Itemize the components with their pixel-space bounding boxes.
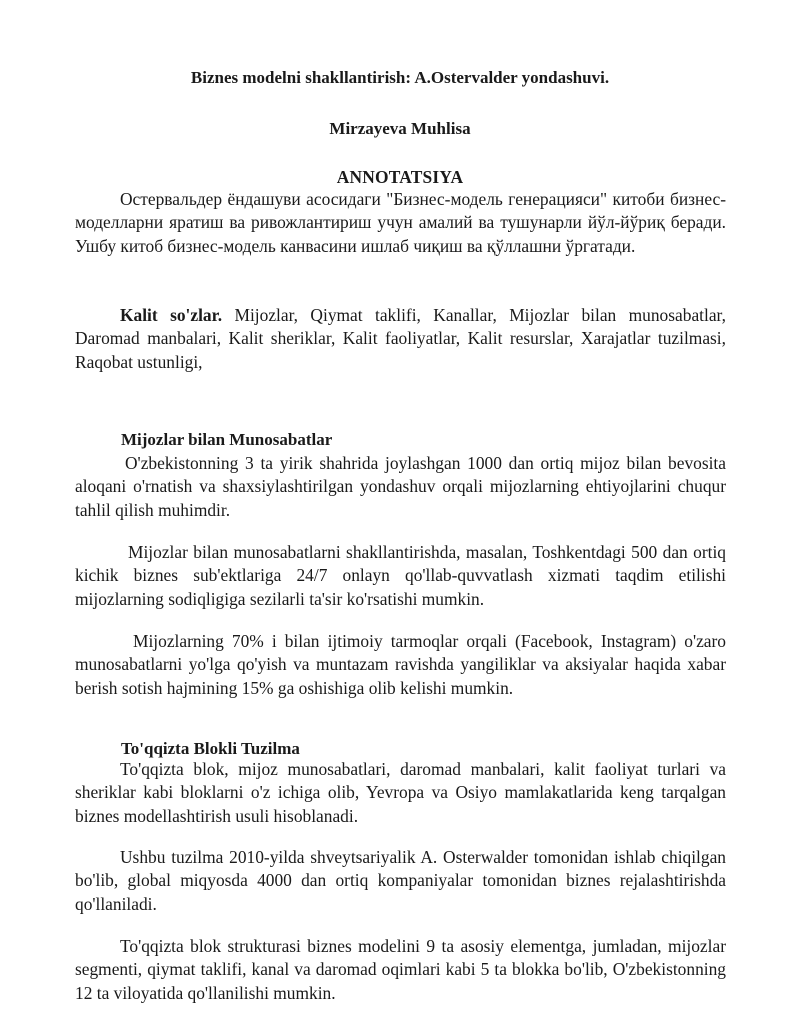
- section1-paragraph-1: O'zbekistonning 3 ta yirik shahrida joylashgan 1000 dan ortiq mijoz bilan bevosita aloqani o'rnatish va shaxsiylashtirilgan yondashuv orqali mijozlarning ehtiyojlarini chuqur tahlil qilish muhimdir.: [75, 453, 726, 520]
- section-heading-nine-blocks: To'qqizta Blokli Tuzilma: [121, 739, 300, 758]
- keywords-text: Mijozlar, Qiymat taklifi, Kanallar, Mijozlar bilan munosabatlar, Daromad manbalari, Kalit sheriklar, Kalit faoliyatlar, Kalit resurslar, Xarajatlar tuzilmasi, Raqobat ustunligi,: [75, 305, 726, 372]
- keywords-label: Kalit so'zlar.: [120, 305, 223, 325]
- section2-paragraph-3: To'qqizta blok strukturasi biznes modelini 9 ta asosiy elementga, jumladan, mijozlar segmenti, qiymat taklifi, kanal va daromad oqimlari kabi 5 ta blokka bo'lib, O'zbekistonning 12 ta viloyatida qo'llanilishi mumkin.: [75, 936, 726, 1003]
- keywords-paragraph: [75, 304, 726, 374]
- section-heading-customer-relations: Mijozlar bilan Munosabatlar: [121, 430, 333, 449]
- section2-paragraph-1: To'qqizta blok, mijoz munosabatlari, daromad manbalari, kalit faoliyat turlari va sheriklar kabi bloklarni o'z ichiga olib, Yevropa va Osiyo mamlakatlarida keng tarqalgan biznes modellashtirish usuli hisoblanadi.: [75, 759, 726, 826]
- section1-paragraph-3: Mijozlarning 70% i bilan ijtimoiy tarmoqlar orqali (Facebook, Instagram) o'zaro munosabatlarni yo'lga qo'yish va muntazam ravishda yangiliklar va aksiyalar haqida xabar berish sotish hajmining 15% ga oshishiga olib kelishi mumkin.: [75, 631, 726, 698]
- author-name: Mirzayeva Muhlisa: [329, 119, 471, 138]
- annotation-heading: ANNOTATSIYA: [336, 167, 464, 187]
- document-title: Biznes modelni shakllantirish: A.Ostervalder yondashuvi.: [190, 68, 610, 87]
- section2-paragraph-2: Ushbu tuzilma 2010-yilda shveytsariyalik A. Osterwalder tomonidan ishlab chiqilgan bo'lib, global miqyosda 4000 dan ortiq kompaniyalar tomonidan biznes rejalashtirishda qo'llaniladi.: [75, 847, 726, 914]
- annotation-paragraph: Остервальдер ёндашуви асосидаги "Бизнес-модель генерацияси" китоби бизнес-моделларни яратиш ва ривожлантириш учун амалий ва тушунарли йўл-йўриқ беради. Ушбу китоб бизнес-модель канвасини ишлаб чиқиш ва қўллашни ўргатади.: [75, 189, 726, 256]
- section1-paragraph-2: Mijozlar bilan munosabatlarni shakllantirishda, masalan, Toshkentdagi 500 dan ortiq kichik biznes sub'ektlariga 24/7 onlayn qo'llab-quvvatlash xizmati taqdim etilishi mijozlarning sodiqligiga sezilarli ta'sir ko'rsatishi mumkin.: [75, 542, 726, 609]
